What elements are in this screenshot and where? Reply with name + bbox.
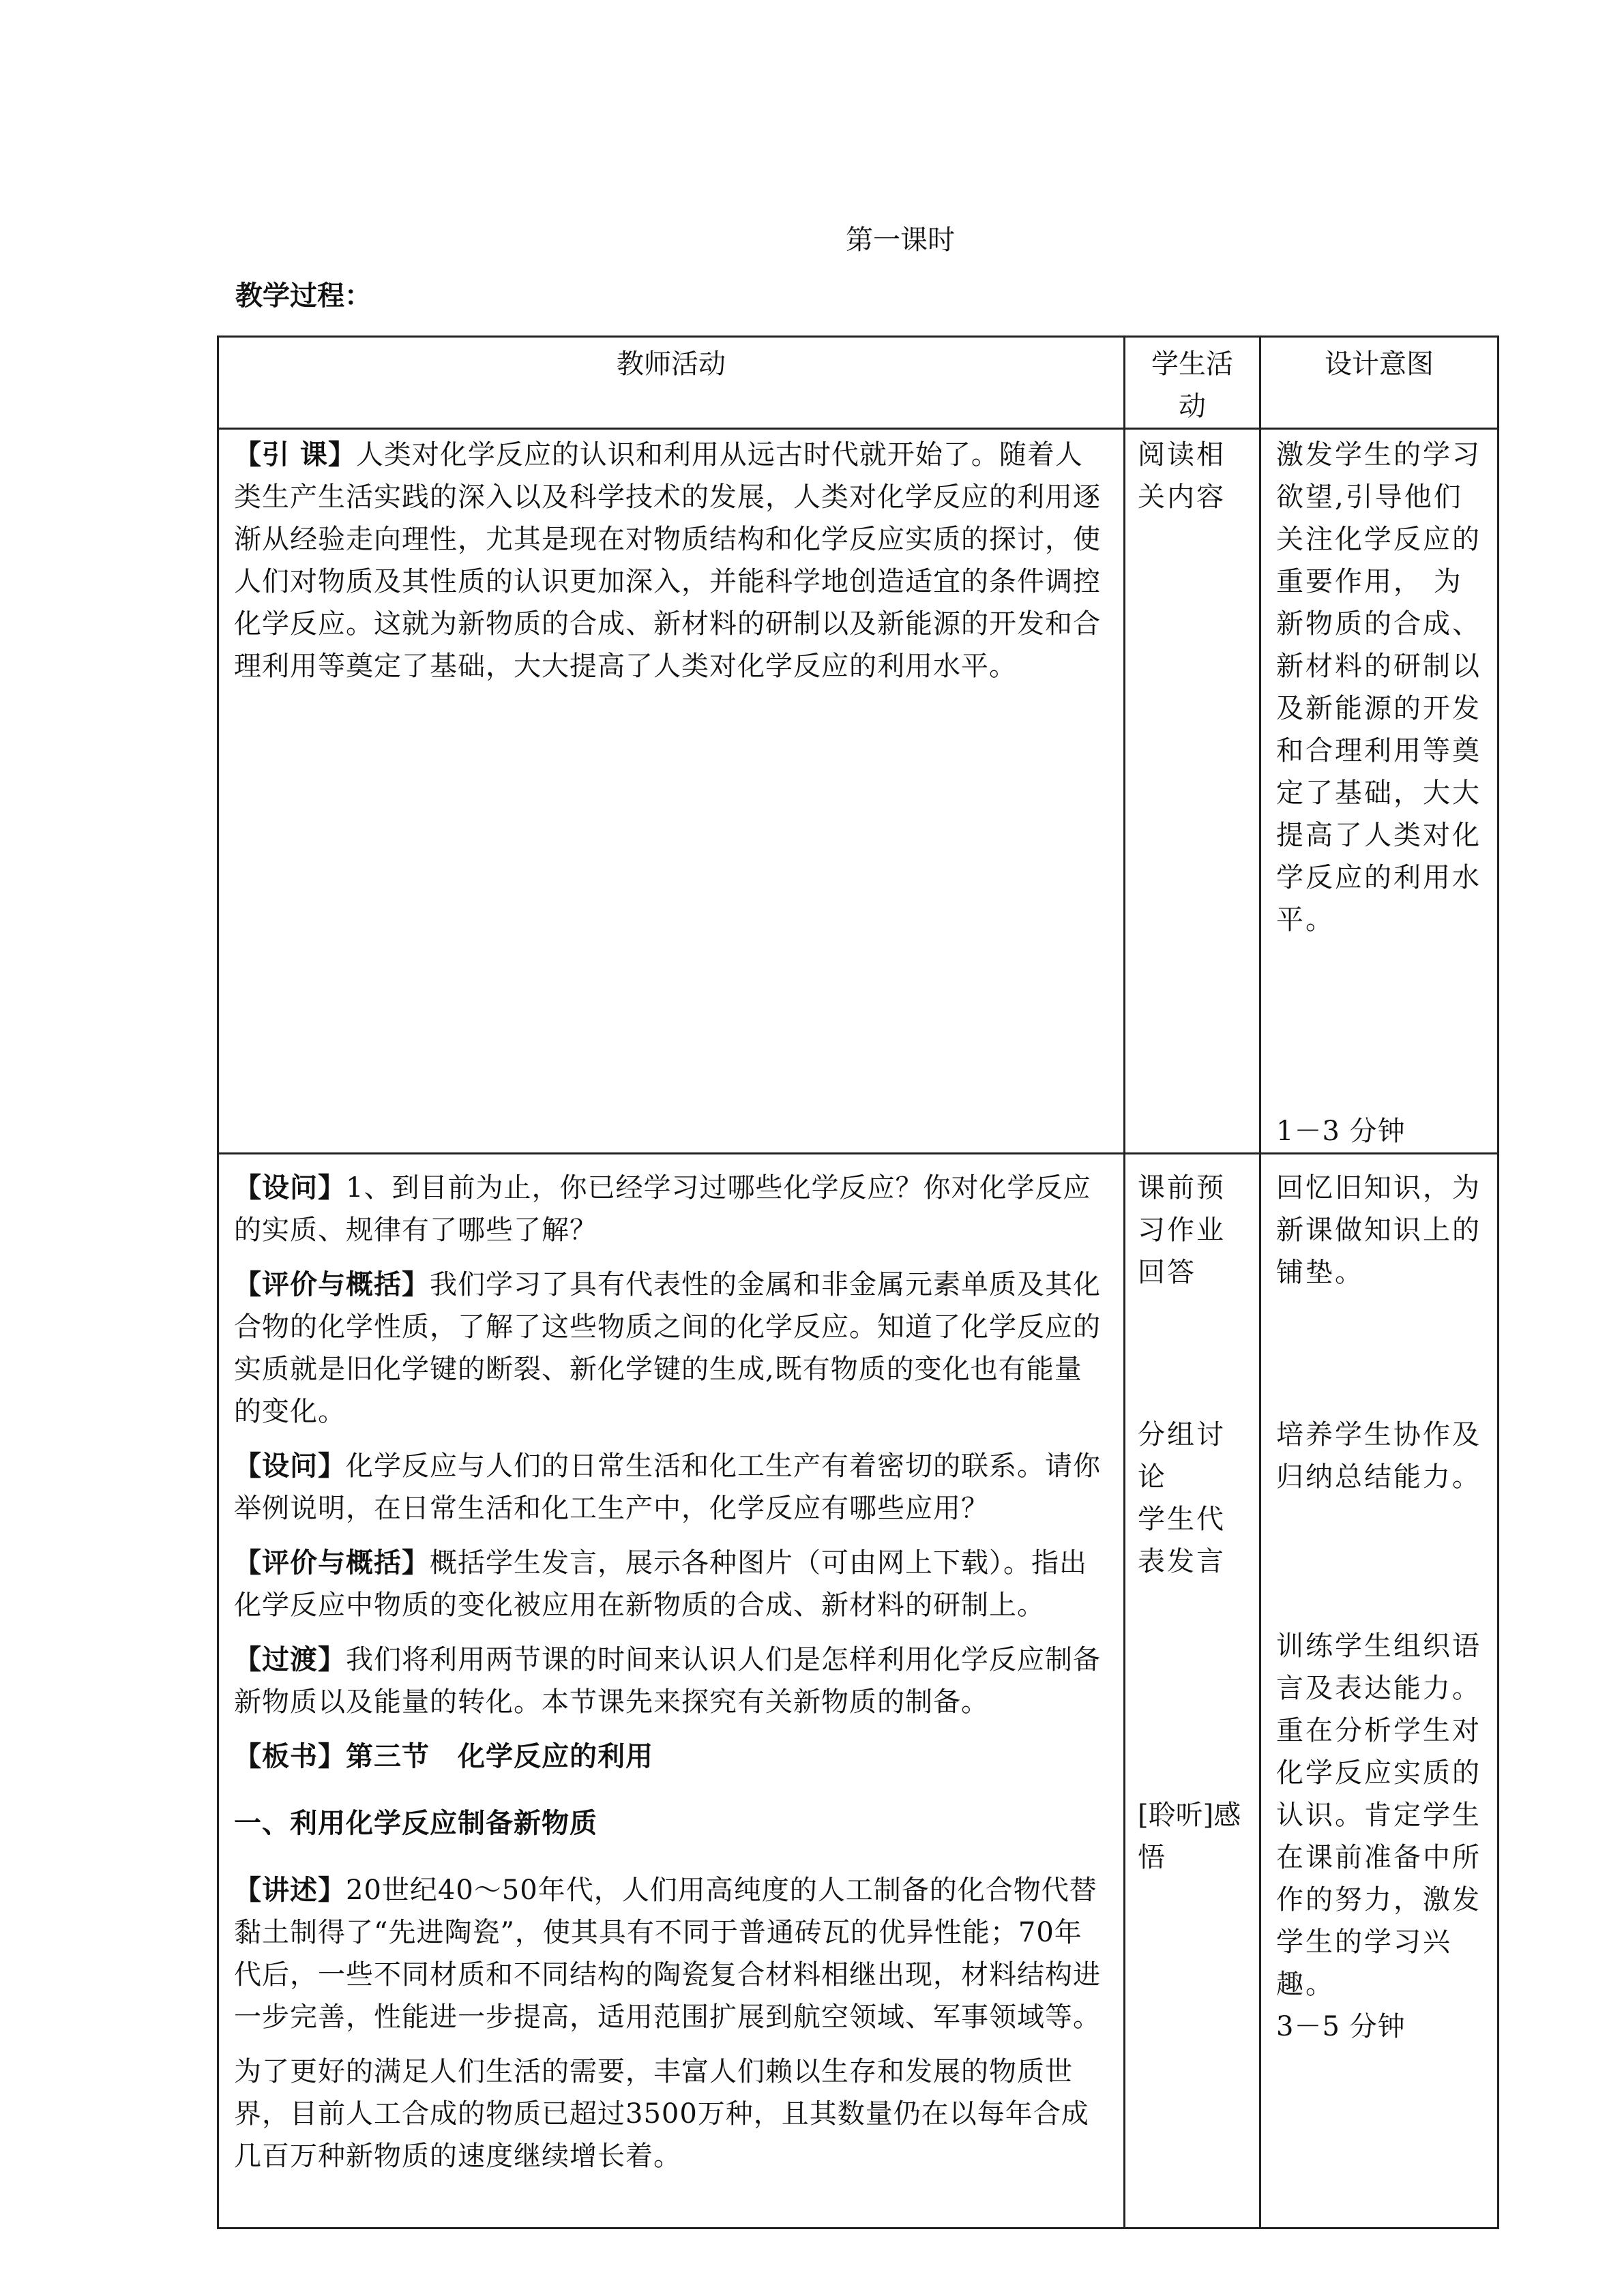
row2-design-cell xyxy=(1260,1154,1498,2228)
lesson-plan-table xyxy=(217,336,1499,2229)
header-teacher-activity: 教师活动 xyxy=(218,337,1125,429)
subsection-heading: 一、利用化学反应制备新物质 xyxy=(234,1807,597,1839)
row2-student-cell xyxy=(1125,1154,1260,2228)
row1-design-text: 激发学生的学习欲望,引导他们关注化学反应的重要作用， 为新物质的合成、新材料的研制以及新能源的开发和合理利用等奠定了基础，大大提高了人类对化学反应的利用水平。 xyxy=(1276,439,1481,936)
design-cooperation: 培养学生协作及归纳总结能力。 xyxy=(1276,1419,1481,1493)
row1-design-time: 1－3 分钟 xyxy=(1276,1116,1406,1147)
table-row xyxy=(218,429,1498,1154)
intro-text: 人类对化学反应的认识和利用从远古时代就开始了。随着人类生产生活实践的深入以及科学技术的发展，人类对化学反应的利用逐渐从经验走向理性，尤其是现在对物质结构和化学反应实质的探讨，使人们对物质及其性质的认识更加深入，并能科学地创造适宜的条件调控化学反应。这就为新物质的合成、新材料的研制以及新能源的开发和合理利用等奠定了基础，大大提高了人类对化学反应的利用水平。 xyxy=(234,439,1101,682)
row2-teacher-cell xyxy=(218,1154,1125,2228)
transition-tag: 【过渡】 xyxy=(234,1643,346,1675)
transition-text: 我们将利用两节课的时间来认识人们是怎样利用化学反应制备新物质以及能量的转化。本节课先来探究有关新物质的制备。 xyxy=(234,1644,1101,1718)
evaluation2-text: 概括学生发言，展示各种图片（可由网上下载）。指出化学反应中物质的变化被应用在新物质的合成、新材料的研制上。 xyxy=(234,1547,1087,1621)
row1-teacher-cell xyxy=(218,429,1125,1154)
student-preview-answer: 课前预习作业回答 xyxy=(1138,1172,1226,1288)
design-review-knowledge: 回忆旧知识，为新课做知识上的铺垫。 xyxy=(1276,1172,1481,1288)
lecture-text: 20世纪40～50年代，人们用高纯度的人工制备的化合物代替黏土制得了“先进陶瓷”，使其具有不同于普通砖瓦的优异性能；70年代后，一些不同材质和不同结构的陶瓷复合材料相继出现，材料结构进一步完善，性能进一步提高，适用范围扩展到航空领域、军事领域等。 xyxy=(234,1875,1101,2033)
lecture-tag: 【讲述】 xyxy=(234,1874,346,1906)
row1-student-text: 阅读相关内容 xyxy=(1138,439,1226,513)
design-language-training: 训练学生组织语言及表达能力。重在分析学生对化学反应实质的认识。肯定学生在课前准备中所作的努力，激发学生的学习兴趣。 xyxy=(1276,1630,1481,2000)
question2-text: 化学反应与人们的日常生活和化工生产有着密切的联系。请你举例说明，在日常生活和化工生产中，化学反应有哪些应用？ xyxy=(234,1450,1101,1524)
header-design-intent: 设计意图 xyxy=(1260,337,1498,429)
table-header-row xyxy=(218,337,1498,429)
evaluation1-text: 我们学习了具有代表性的金属和非金属元素单质及其化合物的化学性质，了解了这些物质之间的化学反应。知道了化学反应的实质就是旧化学键的断裂、新化学键的生成,既有物质的变化也有能量的变化。 xyxy=(234,1269,1101,1427)
row1-design-cell xyxy=(1260,429,1498,1154)
section-label: 教学过程： xyxy=(235,280,372,312)
table-row xyxy=(218,1154,1498,2228)
student-listen: [聆听]感悟 xyxy=(1138,1800,1241,1873)
closing-paragraph: 为了更好的满足人们生活的需要，丰富人们赖以生存和发展的物质世界，目前人工合成的物质已超过3500万种，且其数量仍在以每年合成几百万种新物质的速度继续增长着。 xyxy=(234,2056,1089,2172)
question1-text: 1、到目前为止，你已经学习过哪些化学反应？你对化学反应的实质、规律有了哪些了解？ xyxy=(234,1172,1091,1246)
student-group-discussion: 分组讨论 xyxy=(1138,1419,1226,1493)
evaluation2-tag: 【评价与概括】 xyxy=(234,1547,430,1579)
question2-tag: 【设问】 xyxy=(234,1450,346,1482)
row1-student-cell xyxy=(1125,429,1260,1154)
student-representative: 学生代表发言 xyxy=(1138,1504,1226,1577)
question1-tag: 【设问】 xyxy=(234,1172,346,1204)
intro-tag: 【引 课】 xyxy=(234,438,356,471)
board-heading: 【板书】第三节 化学反应的利用 xyxy=(234,1740,653,1772)
evaluation1-tag: 【评价与概括】 xyxy=(234,1268,430,1300)
header-student-activity: 学生活动 xyxy=(1125,337,1260,429)
lesson-title: 第一课时 xyxy=(846,224,955,256)
design-time: 3－5 分钟 xyxy=(1276,2011,1406,2042)
